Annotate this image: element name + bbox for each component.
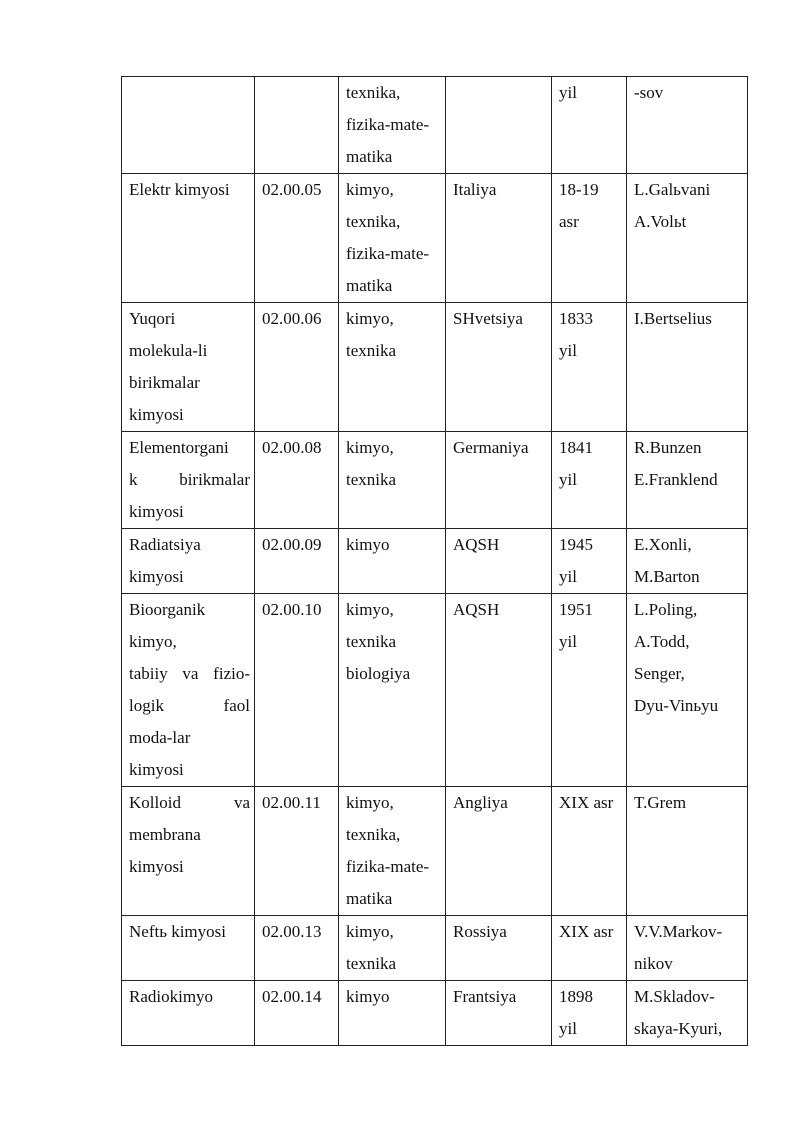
- cell-line: texnika: [346, 954, 397, 973]
- cell-country: [446, 303, 552, 432]
- cell-line: skaya-Kyuri,: [634, 1019, 723, 1038]
- cell-line: 02.00.13: [262, 922, 322, 941]
- cell-line: kimyosi: [129, 760, 184, 779]
- cell-code: [255, 787, 339, 916]
- cell-line: logik faol: [129, 696, 250, 715]
- cell-line: 1833: [559, 309, 593, 328]
- cell-name: [122, 981, 255, 1046]
- cell-line: nikov: [634, 954, 673, 973]
- cell-scientists: [627, 77, 748, 174]
- cell-line: Germaniya: [453, 438, 529, 457]
- cell-line: texnika,: [346, 83, 401, 102]
- cell-name: [122, 787, 255, 916]
- cell-year: [552, 77, 627, 174]
- cell-line: kimyo,: [346, 600, 394, 619]
- cell-country: [446, 916, 552, 981]
- cell-line: 1951: [559, 600, 593, 619]
- cell-fields: [339, 981, 446, 1046]
- cell-year: [552, 529, 627, 594]
- cell-line: kimyo,: [346, 180, 394, 199]
- cell-line: texnika: [346, 470, 397, 489]
- cell-line: 02.00.11: [262, 793, 321, 812]
- cell-name: [122, 174, 255, 303]
- cell-line: M.Skladov-: [634, 987, 715, 1006]
- cell-line: matika: [346, 276, 393, 295]
- cell-code: [255, 529, 339, 594]
- cell-year: [552, 981, 627, 1046]
- cell-fields: [339, 787, 446, 916]
- cell-line: k birikmalar: [129, 470, 250, 489]
- cell-year: [552, 916, 627, 981]
- cell-country: [446, 981, 552, 1046]
- cell-line: 02.00.14: [262, 987, 322, 1006]
- cell-code: [255, 916, 339, 981]
- cell-line: 02.00.08: [262, 438, 322, 457]
- science-fields-table: [121, 76, 748, 1046]
- cell-code: [255, 594, 339, 787]
- cell-line: yil: [559, 341, 577, 360]
- cell-scientists: [627, 174, 748, 303]
- cell-code: [255, 981, 339, 1046]
- cell-line: 02.00.10: [262, 600, 322, 619]
- cell-line: A.Todd,: [634, 632, 690, 651]
- cell-line: kimyosi: [129, 567, 184, 586]
- cell-line: SHvetsiya: [453, 309, 523, 328]
- cell-line: L.Poling,: [634, 600, 698, 619]
- cell-line: Neftь kimyosi: [129, 922, 226, 941]
- cell-scientists: [627, 594, 748, 787]
- cell-line: V.V.Markov-: [634, 922, 723, 941]
- cell-line: Senger,: [634, 664, 685, 683]
- cell-line: 1898: [559, 987, 593, 1006]
- cell-year: [552, 174, 627, 303]
- cell-line: 1841: [559, 438, 593, 457]
- cell-name: [122, 77, 255, 174]
- cell-name: [122, 303, 255, 432]
- cell-line: fizika-mate-: [346, 857, 430, 876]
- table-row: [122, 916, 748, 981]
- cell-line: kimyosi: [129, 502, 184, 521]
- cell-line: R.Bunzen: [634, 438, 702, 457]
- cell-line: moda-lar: [129, 728, 191, 747]
- cell-line: yil: [559, 83, 577, 102]
- cell-line: kimyo,: [346, 309, 394, 328]
- cell-year: [552, 594, 627, 787]
- cell-country: [446, 432, 552, 529]
- cell-scientists: [627, 529, 748, 594]
- cell-fields: [339, 77, 446, 174]
- cell-line: kimyosi: [129, 857, 184, 876]
- cell-line: membrana: [129, 825, 201, 844]
- cell-line: yil: [559, 470, 577, 489]
- table-body: [122, 77, 748, 1046]
- cell-line: matika: [346, 147, 393, 166]
- table-row: [122, 174, 748, 303]
- cell-code: [255, 77, 339, 174]
- cell-line: XIX asr: [559, 793, 614, 812]
- cell-line: Bioorganik: [129, 600, 206, 619]
- cell-line: matika: [346, 889, 393, 908]
- cell-country: [446, 594, 552, 787]
- cell-line: texnika,: [346, 825, 401, 844]
- cell-line: kimyo: [346, 987, 390, 1006]
- cell-scientists: [627, 787, 748, 916]
- cell-fields: [339, 594, 446, 787]
- cell-line: I.Bertselius: [634, 309, 712, 328]
- cell-country: [446, 174, 552, 303]
- cell-fields: [339, 432, 446, 529]
- cell-name: [122, 594, 255, 787]
- cell-year: [552, 432, 627, 529]
- cell-line: yil: [559, 567, 577, 586]
- cell-line: E.Xonli,: [634, 535, 692, 554]
- cell-line: -sov: [634, 83, 664, 102]
- cell-fields: [339, 303, 446, 432]
- cell-line: 02.00.09: [262, 535, 322, 554]
- cell-scientists: [627, 916, 748, 981]
- cell-scientists: [627, 981, 748, 1046]
- cell-country: [446, 787, 552, 916]
- cell-line: 1945: [559, 535, 593, 554]
- table-row: [122, 303, 748, 432]
- cell-line: Yuqori: [129, 309, 176, 328]
- cell-line: tabiiy va fizio-: [129, 664, 250, 683]
- cell-line: texnika: [346, 632, 397, 651]
- cell-line: Radiatsiya: [129, 535, 201, 554]
- cell-line: kimyo: [346, 535, 390, 554]
- cell-scientists: [627, 303, 748, 432]
- cell-line: Italiya: [453, 180, 497, 199]
- cell-name: [122, 916, 255, 981]
- cell-line: birikmalar: [129, 373, 200, 392]
- cell-line: kimyo,: [129, 632, 177, 651]
- cell-line: fizika-mate-: [346, 115, 430, 134]
- table-row: [122, 787, 748, 916]
- cell-code: [255, 174, 339, 303]
- cell-line: kimyo,: [346, 793, 394, 812]
- cell-line: E.Franklend: [634, 470, 718, 489]
- cell-line: Elementorgani: [129, 438, 229, 457]
- cell-line: kimyo,: [346, 438, 394, 457]
- cell-scientists: [627, 432, 748, 529]
- cell-line: XIX asr: [559, 922, 614, 941]
- table-row: [122, 529, 748, 594]
- cell-line: Angliya: [453, 793, 508, 812]
- cell-line: kimyosi: [129, 405, 184, 424]
- cell-line: texnika: [346, 341, 397, 360]
- cell-line: 02.00.06: [262, 309, 322, 328]
- cell-country: [446, 77, 552, 174]
- cell-name: [122, 432, 255, 529]
- cell-line: A.Volьt: [634, 212, 687, 231]
- cell-line: T.Grem: [634, 793, 687, 812]
- cell-line: 18-19: [559, 180, 599, 199]
- cell-line: Elektr kimyosi: [129, 180, 230, 199]
- table-row: [122, 432, 748, 529]
- cell-country: [446, 529, 552, 594]
- cell-line: fizika-mate-: [346, 244, 430, 263]
- cell-fields: [339, 174, 446, 303]
- cell-code: [255, 432, 339, 529]
- cell-line: M.Barton: [634, 567, 700, 586]
- cell-line: 02.00.05: [262, 180, 322, 199]
- cell-fields: [339, 916, 446, 981]
- cell-line: yil: [559, 1019, 577, 1038]
- cell-code: [255, 303, 339, 432]
- table-row: [122, 77, 748, 174]
- cell-fields: [339, 529, 446, 594]
- table-row: [122, 981, 748, 1046]
- cell-line: AQSH: [453, 600, 500, 619]
- cell-line: L.Galьvani: [634, 180, 711, 199]
- cell-year: [552, 787, 627, 916]
- cell-line: Kolloid va: [129, 793, 250, 812]
- cell-line: Dyu-Vinьyu: [634, 696, 719, 715]
- cell-line: texnika,: [346, 212, 401, 231]
- cell-line: AQSH: [453, 535, 500, 554]
- cell-line: kimyo,: [346, 922, 394, 941]
- cell-year: [552, 303, 627, 432]
- cell-line: molekula-li: [129, 341, 208, 360]
- cell-line: yil: [559, 632, 577, 651]
- cell-line: biologiya: [346, 664, 411, 683]
- cell-line: asr: [559, 212, 579, 231]
- cell-line: Frantsiya: [453, 987, 517, 1006]
- table-row: [122, 594, 748, 787]
- cell-name: [122, 529, 255, 594]
- cell-line: Rossiya: [453, 922, 507, 941]
- cell-line: Radiokimyo: [129, 987, 214, 1006]
